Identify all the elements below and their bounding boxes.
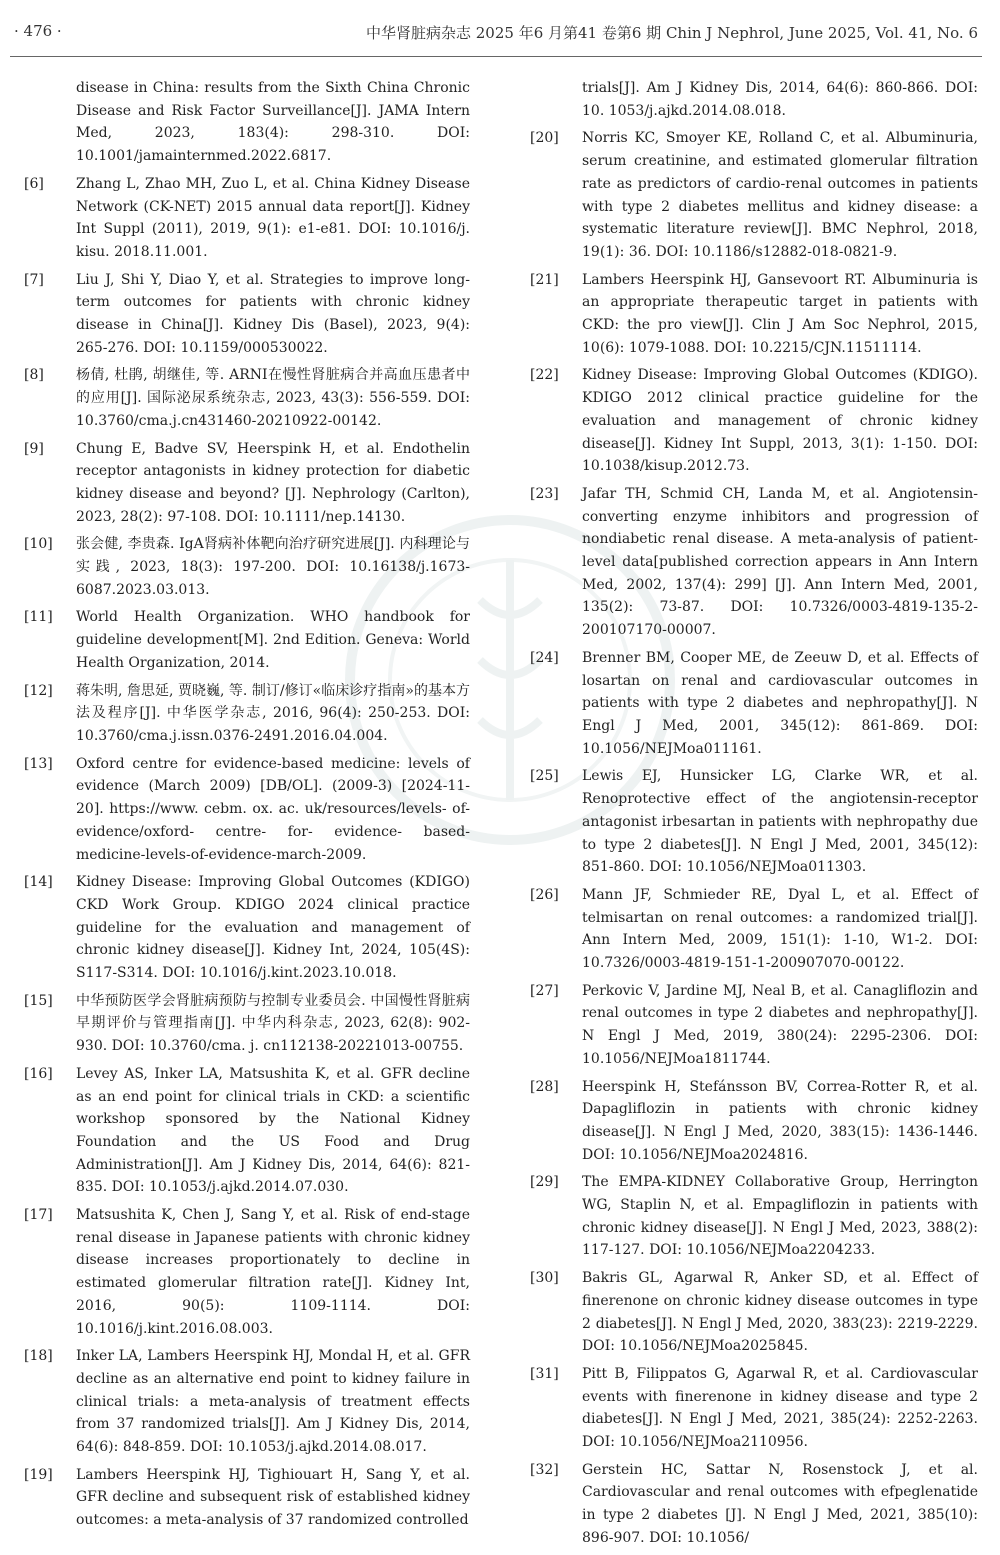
reference-item <box>24 680 470 748</box>
reference-text: Lambers Heerspink HJ, Tighiouart H, Sang Y, et al. GFR decline and subsequent risk of established kidney outcomes: a meta-analysis of 37 randomized controlled <box>76 1466 470 1529</box>
reference-item <box>530 364 978 478</box>
reference-item <box>24 533 470 601</box>
reference-column-left <box>24 77 470 1537</box>
reference-item <box>24 606 470 674</box>
reference-text: Kidney Disease: Improving Global Outcomes (KDIGO). KDIGO 2012 clinical practice guideline for the evaluation and management of chronic kidney disease[J]. Kidney Int Suppl, 2013, 3(1): 1-150. DOI: 10.1038/kisup.2012.73. <box>582 367 978 475</box>
reference-number: [17] <box>24 1207 53 1224</box>
reference-text: Pitt B, Filippatos G, Agarwal R, et al. Cardiovascular events with finerenone in kidney disease and type 2 diabetes[J]. N Engl J Med, 2021, 385(24): 2252-2263. DOI: 10.1056/NEJMoa2110956. <box>582 1365 978 1451</box>
reference-text: Levey AS, Inker LA, Matsushita K, et al. GFR decline as an end point for clinical trials in CKD: a scientific workshop sponsored by the National Kidney Foundation and the US Food and Drug Administration[J]. Am J Kidney Dis, 2014, 64(6): 821-835. DOI: 10.1053/j.ajkd.2014.07.030. <box>76 1065 470 1196</box>
reference-item <box>24 269 470 360</box>
reference-item <box>24 1464 470 1532</box>
reference-number: [12] <box>24 682 53 699</box>
reference-item <box>530 765 978 879</box>
reference-number: [13] <box>24 755 53 772</box>
reference-text: Kidney Disease: Improving Global Outcomes (KDIGO) CKD Work Group. KDIGO 2024 clinical practice guideline for the evaluation and management of chronic kidney disease[J]. Kidney Int, 2024, 105(4S): S117-S314. DOI: 10.1016/j.kint.2023.10.018. <box>76 874 470 982</box>
reference-item <box>24 438 470 529</box>
reference-item <box>530 884 978 975</box>
reference-text: Inker LA, Lambers Heerspink HJ, Mondal H, et al. GFR decline as an alternative end point to kidney failure in clinical trials: a meta-analysis of treatment effects from 37 randomized trials[J]. Am J Kidney Dis, 2014, 64(6): 848-859. DOI: 10.1053/j.ajkd.2014.08.017. <box>76 1348 470 1456</box>
reference-number: [22] <box>530 367 559 384</box>
reference-item <box>24 173 470 264</box>
reference-text: 张会健, 李贵森. IgA肾病补体靶向治疗研究进展[J]. 内科理论与实践, 2023, 18(3): 197-200. DOI: 10.16138/j.1673-6087.2023.03.013. <box>76 536 470 598</box>
reference-item <box>24 871 470 985</box>
reference-item <box>530 1076 978 1167</box>
reference-text: Matsushita K, Chen J, Sang Y, et al. Risk of end-stage renal disease in Japanese patients with chronic kidney disease increases proportionately to decline in estimated glomerular filtration rate[J]. Kidney Int, 2016, 90(5): 1109-1114. DOI: 10.1016/j.kint.2016.08.003. <box>76 1207 470 1337</box>
page-number: · 476 · <box>14 22 62 40</box>
reference-number: [20] <box>530 130 559 147</box>
reference-text: Norris KC, Smoyer KE, Rolland C, et al. Albuminuria, serum creatinine, and estimated glomerular filtration rate as predictors of cardio-renal outcomes in patients with type 2 diabetes mellitus and kidney disease: a systematic literature review[J]. BMC Nephrol, 2018, 19(1): 36. DOI: 10.1186/s12882-018-0821-9. <box>582 130 978 260</box>
reference-item <box>24 1204 470 1340</box>
reference-item <box>24 364 470 432</box>
reference-text: 杨倩, 杜鹃, 胡继佳, 等. ARNI在慢性肾脏病合并高血压患者中的应用[J]. 国际泌尿系统杂志, 2023, 43(3): 556-559. DOI: 10.3760/cma.j.cn431460-20210922-00142. <box>76 367 470 429</box>
reference-item <box>530 1363 978 1454</box>
reference-continued: trials[J]. Am J Kidney Dis, 2014, 64(6): 860-866. DOI: 10. 1053/j.ajkd.2014.08.018. <box>582 80 978 119</box>
reference-item <box>530 1171 978 1262</box>
reference-item <box>24 1063 470 1199</box>
reference-number: [15] <box>24 992 53 1009</box>
reference-item <box>530 1459 978 1550</box>
reference-number: [7] <box>24 271 44 288</box>
reference-number: [23] <box>530 485 559 502</box>
reference-item <box>530 269 978 360</box>
reference-item <box>24 990 470 1058</box>
reference-item <box>530 483 978 642</box>
reference-item <box>530 1267 978 1358</box>
reference-number: [11] <box>24 609 53 626</box>
reference-text: Perkovic V, Jardine MJ, Neal B, et al. Canagliflozin and renal outcomes in type 2 diabetes and nephropathy[J]. N Engl J Med, 2019, 380(24): 2295-2306. DOI: 10.1056/NEJMoa1811744. <box>582 982 978 1067</box>
reference-number: [18] <box>24 1348 53 1365</box>
page-header <box>0 0 1000 58</box>
reference-item <box>24 1345 470 1459</box>
reference-item <box>530 647 978 761</box>
reference-text: Gerstein HC, Sattar N, Rosenstock J, et al. Cardiovascular and renal outcomes with efpeglenatide in type 2 diabetes [J]. N Engl J Med, 2021, 385(10): 896-907. DOI: 10.1056/ <box>582 1461 978 1546</box>
reference-text: Jafar TH, Schmid CH, Landa M, et al. Angiotensin-converting enzyme inhibitors and progression of nondiabetic renal disease. A meta-analysis of patient-level data[published correction appears in Ann Intern Med, 2002, 137(4): 299] [J]. Ann Intern Med, 2001, 135(2): 73-87. DOI: 10.7326/0003-4819-135-2-200107170-00007. <box>582 485 978 639</box>
reference-number: [8] <box>24 367 44 384</box>
reference-text: Mann JF, Schmieder RE, Dyal L, et al. Effect of telmisartan on renal outcomes: a randomized trial[J]. Ann Intern Med, 2009, 151(1): 1-10, W1-2. DOI: 10.7326/0003-4819-151-1-200907070-00122. <box>582 886 978 972</box>
reference-text: Heerspink H, Stefánsson BV, Correa-Rotter R, et al. Dapagliflozin in patients with chronic kidney disease[J]. N Engl J Med, 2020, 383(15): 1436-1446. DOI: 10.1056/NEJMoa2024816. <box>582 1078 978 1163</box>
reference-number: [29] <box>530 1174 559 1191</box>
reference-column-right <box>530 77 978 1555</box>
reference-number: [30] <box>530 1270 559 1287</box>
reference-text: Chung E, Badve SV, Heerspink H, et al. Endothelin receptor antagonists in kidney protection for diabetic kidney disease and beyond? [J]. Nephrology (Carlton), 2023, 28(2): 97-108. DOI: 10.1111/nep.14130. <box>76 440 470 525</box>
reference-text: Zhang L, Zhao MH, Zuo L, et al. China Kidney Disease Network (CK-NET) 2015 annual data report[J]. Kidney Int Suppl (2011), 2019, 9(1): e1-e81. DOI: 10.1016/j. kisu. 2018.11.001. <box>76 175 470 260</box>
reference-number: [28] <box>530 1078 559 1095</box>
reference-number: [27] <box>530 982 559 999</box>
journal-running-title: 中华肾脏病杂志 2025 年6 月第41 卷第6 期 Chin J Nephrol, June 2025, Vol. 41, No. 6 <box>365 24 978 42</box>
reference-text: Liu J, Shi Y, Diao Y, et al. Strategies to improve long-term outcomes for patients with chronic kidney disease in China[J]. Kidney Dis (Basel), 2023, 9(4): 265-276. DOI: 10.1159/000530022. <box>76 271 470 356</box>
reference-number: [16] <box>24 1065 53 1082</box>
reference-number: [32] <box>530 1461 559 1478</box>
reference-continued: disease in China: results from the Sixth China Chronic Disease and Risk Factor Surveillance[J]. JAMA Intern Med, 2023, 183(4): 298-310. DOI: 10.1001/jamainternmed.2022.6817. <box>76 80 470 165</box>
reference-item <box>24 753 470 867</box>
reference-item <box>530 980 978 1071</box>
reference-item <box>530 127 978 263</box>
reference-number: [6] <box>24 175 44 192</box>
reference-text: Lambers Heerspink HJ, Gansevoort RT. Albuminuria is an appropriate therapeutic target in patients with CKD: the pro view[J]. Clin J Am Soc Nephrol, 2015, 10(6): 1079-1088. DOI: 10.2215/CJN.11511114. <box>582 271 978 356</box>
reference-text: The EMPA-KIDNEY Collaborative Group, Herrington WG, Staplin N, et al. Empagliflozin in patients with chronic kidney disease[J]. N Engl J Med, 2023, 388(2): 117-127. DOI: 10.1056/NEJMoa2204233. <box>582 1174 978 1259</box>
reference-number: [24] <box>530 649 559 666</box>
reference-number: [26] <box>530 886 559 903</box>
reference-number: [31] <box>530 1365 559 1382</box>
reference-text: Oxford centre for evidence-based medicine: levels of evidence (March 2009) [DB/OL]. (2009-3) [2024-11-20]. https://www. cebm. ox. ac. uk/resources/levels- of-evidence/oxford- centre- for- evidence- based- medicine-levels-of-evidence-march-2009. <box>76 755 470 863</box>
reference-text: Lewis EJ, Hunsicker LG, Clarke WR, et al. Renoprotective effect of the angiotensin-receptor antagonist irbesartan in patients with nephropathy due to type 2 diabetes[J]. N Engl J Med, 2001, 345(12): 851-860. DOI: 10.1056/NEJMoa011303. <box>582 768 978 876</box>
reference-text: 蒋朱明, 詹思延, 贾晓巍, 等. 制订/修订«临床诊疗指南»的基本方法及程序[J]. 中华医学杂志, 2016, 96(4): 250-253. DOI: 10.3760/cma.j.issn.0376-2491.2016.04.004. <box>76 682 470 744</box>
header-rule <box>10 56 982 57</box>
reference-text: Bakris GL, Agarwal R, Anker SD, et al. Effect of finerenone on chronic kidney disease outcomes in type 2 diabetes[J]. N Engl J Med, 2020, 383(23): 2219-2229. DOI: 10.1056/NEJMoa2025845. <box>582 1270 978 1355</box>
reference-text: Brenner BM, Cooper ME, de Zeeuw D, et al. Effects of losartan on renal and cardiovascular outcomes in patients with type 2 diabetes and nephropathy[J]. N Engl J Med, 2001, 345(12): 861-869. DOI: 10.1056/NEJMoa011161. <box>582 649 978 757</box>
reference-text: 中华预防医学会肾脏病预防与控制专业委员会. 中国慢性肾脏病早期评价与管理指南[J]. 中华内科杂志, 2023, 62(8): 902-930. DOI: 10.3760/cma. j. cn112138-20221013-00755. <box>76 992 470 1055</box>
reference-number: [10] <box>24 536 53 553</box>
reference-number: [14] <box>24 874 53 891</box>
reference-number: [19] <box>24 1466 53 1483</box>
reference-text: World Health Organization. WHO handbook for guideline development[M]. 2nd Edition. Geneva: World Health Organization, 2014. <box>76 609 470 671</box>
reference-number: [9] <box>24 440 44 457</box>
reference-number: [25] <box>530 768 559 785</box>
reference-number: [21] <box>530 271 559 288</box>
